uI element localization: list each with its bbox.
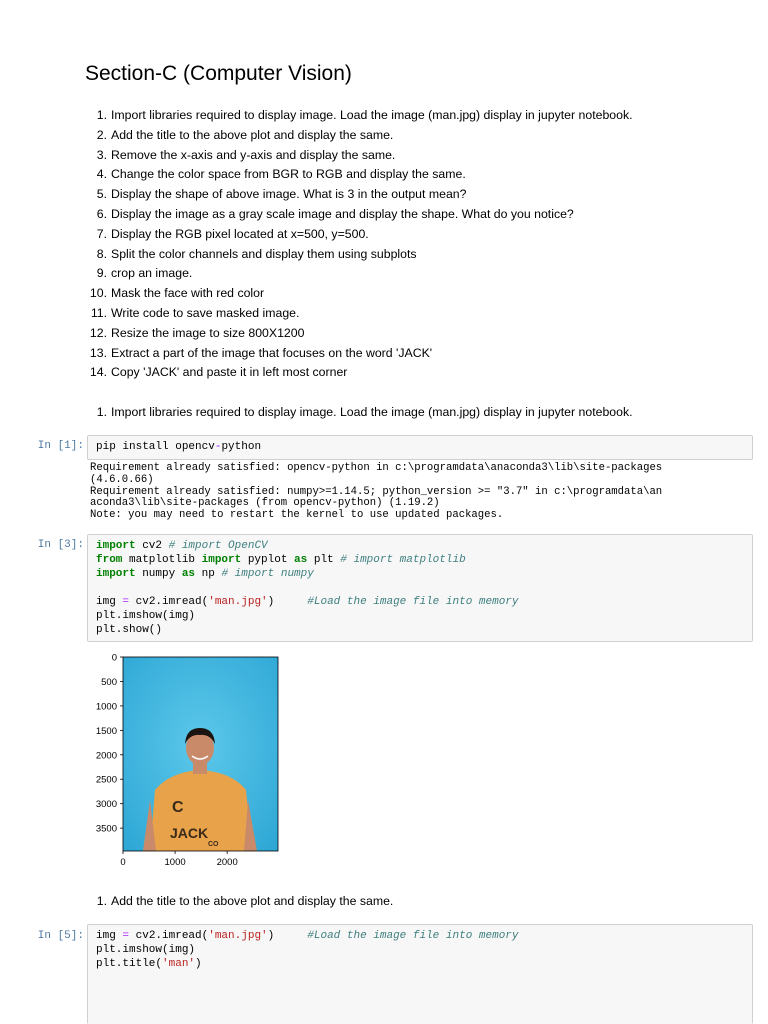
task-text: Import libraries required to display image. Load the image (man.jpg) display in jupyter notebook. bbox=[111, 108, 633, 122]
cell-prompt: In [3]: bbox=[37, 539, 84, 551]
markdown-heading-1: 1. Import libraries required to display image. Load the image (man.jpg) display in jupyter notebook. bbox=[96, 405, 633, 419]
y-tick-label: 3500 bbox=[95, 823, 117, 835]
shirt-letter: C bbox=[172, 799, 184, 816]
task-text: Copy 'JACK' and paste it in left most corner bbox=[111, 365, 348, 380]
task-number: 14. bbox=[89, 365, 107, 380]
x-tick-label: 0 bbox=[120, 857, 126, 868]
y-tick-label: 500 bbox=[101, 676, 117, 688]
cell-output-1: Requirement already satisfied: opencv-python in c:\programdata\anaconda3\lib\site-packages (4.6.0.66) Requirement already satisfied: numpy>=1.14.5; python_version >= "3.7" in c:\programdata\an aconda3\lib\site-packages (from opencv-python) (1.19.2) Note: you may need to restart the kernel to use updated packages. bbox=[90, 462, 663, 522]
y-tick-label: 2000 bbox=[95, 750, 117, 762]
task-text: crop an image. bbox=[111, 266, 193, 281]
task-number: 13. bbox=[89, 345, 107, 360]
task-number: 1. bbox=[96, 108, 107, 122]
task-text: Add the title to the above plot and display the same. bbox=[111, 127, 394, 142]
task-number: 10. bbox=[89, 286, 107, 301]
cell-prompt: In [1]: bbox=[37, 440, 84, 452]
task-number: 11. bbox=[90, 305, 107, 320]
x-tick-label: 2000 bbox=[216, 857, 238, 868]
task-number: 7. bbox=[96, 226, 107, 241]
code-cell-5[interactable] bbox=[87, 924, 753, 1024]
y-tick-label: 3000 bbox=[95, 799, 117, 811]
task-text: Split the color channels and display them using subplots bbox=[111, 246, 417, 261]
task-number: 8. bbox=[96, 246, 107, 261]
task-number: 4. bbox=[96, 167, 107, 182]
task-text: Resize the image to size 800X1200 bbox=[111, 325, 305, 340]
task-text: Display the shape of above image. What is 3 in the output mean? bbox=[111, 187, 467, 202]
shirt-co-text: CO bbox=[208, 841, 219, 848]
task-text: Write code to save masked image. bbox=[111, 305, 300, 320]
man-photo bbox=[123, 657, 278, 851]
x-tick-label: 1000 bbox=[164, 857, 186, 868]
task-number: 9. bbox=[96, 266, 107, 281]
y-tick-label: 2500 bbox=[95, 774, 117, 786]
y-tick-label: 1500 bbox=[95, 725, 117, 737]
task-text: Remove the x-axis and y-axis and display the same. bbox=[111, 147, 396, 162]
task-number: 5. bbox=[96, 187, 107, 202]
task-text: Display the RGB pixel located at x=500, y=500. bbox=[111, 226, 369, 241]
task-number: 2. bbox=[96, 127, 107, 142]
task-text: Display the image as a gray scale image and display the shape. What do you notice? bbox=[111, 206, 574, 221]
task-text: Mask the face with red color bbox=[111, 286, 265, 301]
code-input[interactable]: pip install opencv-python bbox=[96, 441, 262, 453]
shirt-jack-text: JACK bbox=[170, 825, 209, 841]
task-text: Change the color space from BGR to RGB and display the same. bbox=[111, 167, 466, 182]
task-text: Extract a part of the image that focuses on the word 'JACK' bbox=[111, 345, 433, 360]
task-number: 3. bbox=[96, 147, 107, 162]
task-number: 6. bbox=[96, 206, 107, 221]
y-tick-label: 0 bbox=[111, 652, 117, 664]
page-title: Section-C (Computer Vision) bbox=[85, 62, 352, 85]
y-tick-label: 1000 bbox=[95, 701, 117, 713]
task-number: 12. bbox=[89, 325, 107, 340]
code-input[interactable]: import cv2 # import OpenCV from matplotlib import pyplot as plt # import matplotlib import numpy as np # import numpy img = cv2.imread('man.jpg') #Load the image file into memory plt.imshow(img) plt.show() bbox=[96, 540, 519, 636]
code-input[interactable]: img = cv2.imread('man.jpg') #Load the image file into memory plt.imshow(img) plt.title('man') bbox=[96, 930, 519, 970]
markdown-heading-2: 1. Add the title to the above plot and display the same. bbox=[96, 894, 394, 908]
cell-prompt: In [5]: bbox=[37, 930, 84, 942]
